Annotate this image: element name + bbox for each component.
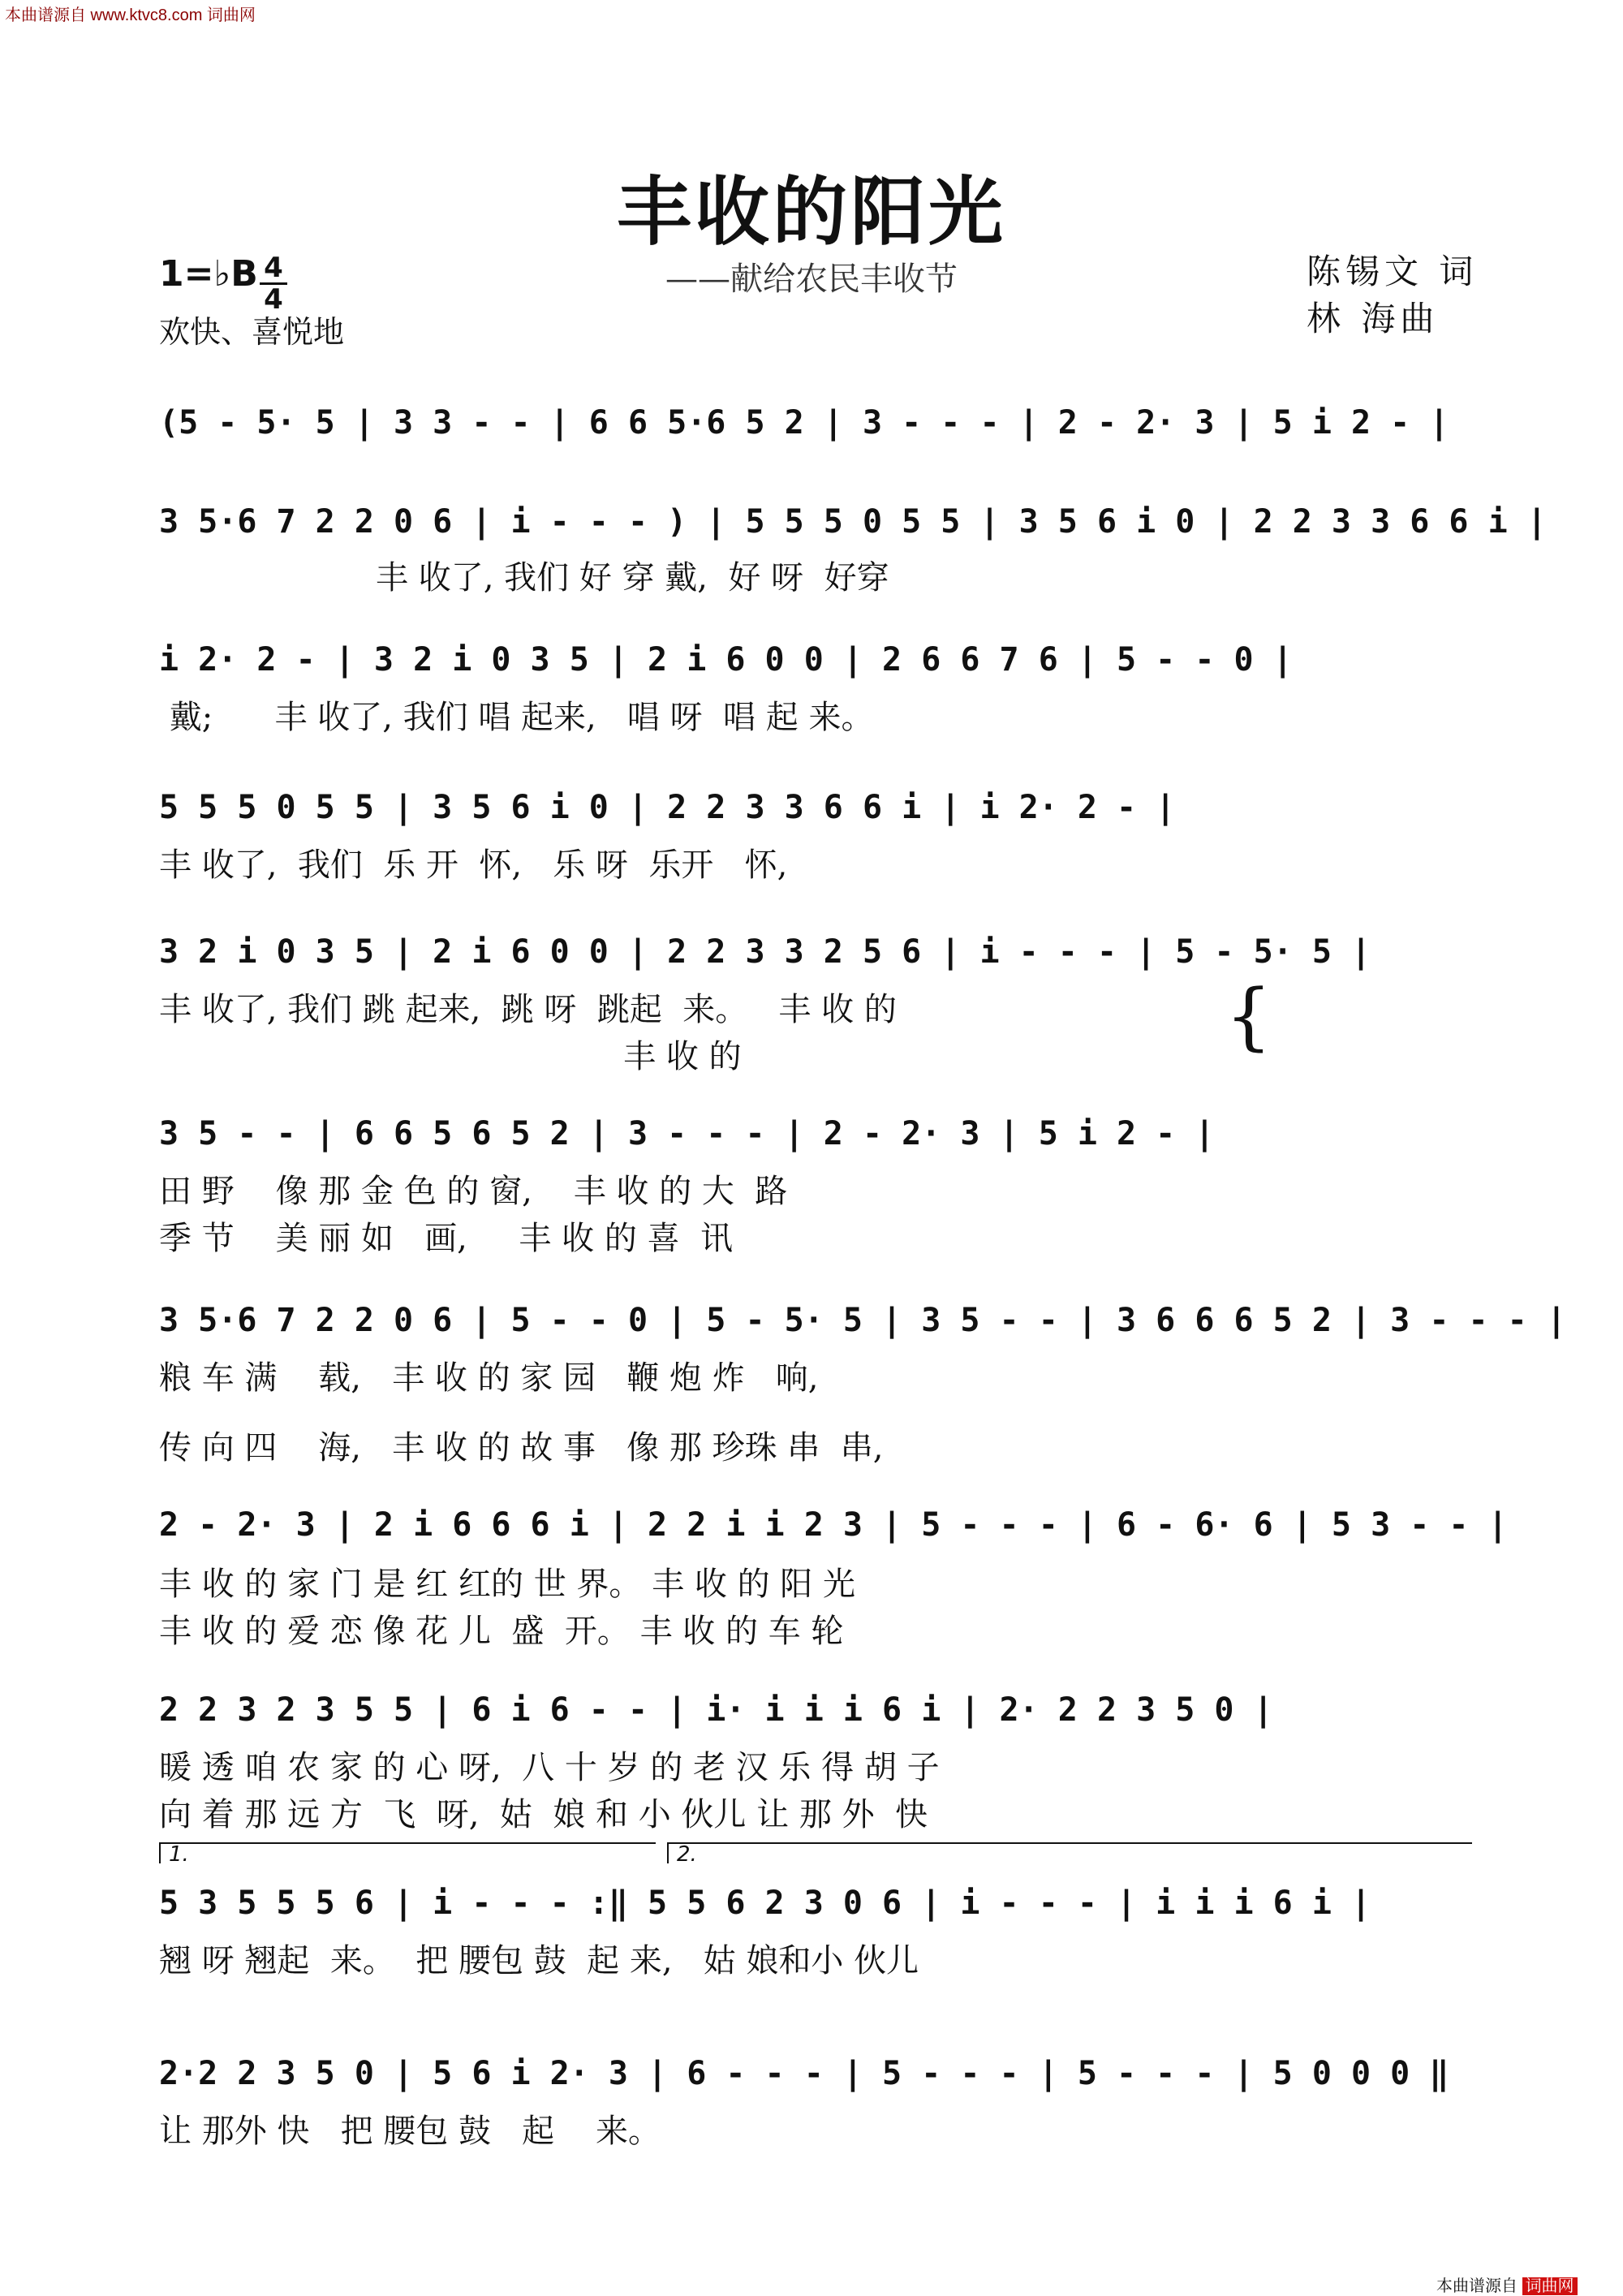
notation-line-9: 2 2 3 2 3 5 5 | 6 i 6 - - | i· i i i 6 i | 2· 2 2 3 5 0 | — [159, 1691, 1273, 1729]
lyric-line-5-verse-2: 丰 收 的 — [159, 1038, 742, 1075]
notation-line-3: i 2· 2 - | 3 2 i 0 3 5 | 2 i 6 0 0 | 2 6 6 7 6 | 5 - - 0 | — [159, 641, 1293, 678]
lyricist-credit: 陈锡文 词 — [1307, 252, 1479, 291]
time-signature-top: 4 — [264, 252, 283, 284]
second-ending-bracket — [667, 1842, 1472, 1867]
notation-line-5: 3 2 i 0 3 5 | 2 i 6 0 0 | 2 2 3 3 2 5 6 | i - - - | 5 - 5· 5 | — [159, 933, 1371, 971]
lyric-line-9-verse-1: 暖 透 咱 农 家 的 心 呀, 八 十 岁 的 老 汉 乐 得 胡 子 — [159, 1749, 940, 1786]
notation-line-10: 5 3 5 5 5 6 | i - - - :‖ 5 5 6 2 3 0 6 | i - - - | i i i 6 i | — [159, 1885, 1371, 1922]
composer-credit: 林 海曲 — [1307, 299, 1440, 338]
second-ending-label: 2. — [677, 1842, 697, 1867]
time-signature — [258, 253, 289, 314]
lyric-line-9-verse-2: 向 着 那 远 方 飞 呀, 姑 娘 和 小 伙儿 让 那 外 快 — [159, 1796, 928, 1833]
notation-line-6: 3 5 - - | 6 6 5 6 5 2 | 3 - - - | 2 - 2· 3 | 5 i 2 - | — [159, 1115, 1215, 1152]
song-title: 丰收的阳光 — [616, 168, 1006, 256]
notation-line-8: 2 - 2· 3 | 2 i 6 6 6 i | 2 2 i i 2 3 | 5 - - - | 6 - 6· 6 | 5 3 - - | — [159, 1506, 1508, 1544]
lyric-line-7-verse-1: 粮 车 满 载, 丰 收 的 家 园 鞭 炮 炸 响, — [159, 1359, 819, 1397]
bottom-watermark — [1436, 2272, 1578, 2296]
lyric-line-5-verse-1: 丰 收了, 我们 跳 起来, 跳 呀 跳起 来。 丰 收 的 — [159, 991, 897, 1028]
notation-line-2: 3 5·6 7 2 2 0 6 | i - - - ) | 5 5 5 0 5 5 | 3 5 6 i 0 | 2 2 3 3 6 6 i | — [159, 503, 1547, 541]
lyric-line-8-verse-2: 丰 收 的 爱 恋 像 花 儿 盛 开。 丰 收 的 车 轮 — [159, 1613, 844, 1650]
notation-line-1: (5 - 5· 5 | 3 3 - - | 6 6 5·6 5 2 | 3 - - - | 2 - 2· 3 | 5 i 2 - | — [159, 404, 1449, 442]
notation-line-11: 2·2 2 3 5 0 | 5 6 i 2· 3 | 6 - - - | 5 - - - | 5 - - - | 5 0 0 0 ‖ — [159, 2055, 1449, 2092]
lyric-line-7-verse-2: 传 向 四 海, 丰 收 的 故 事 像 那 珍珠 串 串, — [159, 1429, 884, 1467]
notation-line-7: 3 5·6 7 2 2 0 6 | 5 - - 0 | 5 - 5· 5 | 3 5 - - | 3 6 6 6 5 2 | 3 - - - | — [159, 1302, 1566, 1339]
lyric-line-6-verse-2: 季 节 美 丽 如 画, 丰 收 的 喜 讯 — [159, 1220, 734, 1257]
lyric-line-4: 丰 收了, 我们 乐 开 怀, 乐 呀 乐开 怀, — [159, 846, 788, 884]
lyric-line-10: 翘 呀 翘起 来。 把 腰包 鼓 起 来, 姑 娘和小 伙儿 — [159, 1942, 919, 1979]
lyric-line-6-verse-1: 田 野 像 那 金 色 的 窗, 丰 收 的 大 路 — [159, 1173, 788, 1210]
first-ending-bracket — [159, 1842, 656, 1867]
time-signature-bottom: 4 — [264, 283, 283, 316]
lyric-line-2: 丰 收了, 我们 好 穿 戴, 好 呀 好穿 — [159, 559, 889, 597]
tempo-marking: 欢快、喜悦地 — [159, 314, 345, 350]
bottom-watermark-text: 本曲谱源自 — [1436, 2277, 1518, 2295]
lyric-line-3: 戴; 丰 收了, 我们 唱 起来, 唱 呀 唱 起 来。 — [159, 699, 874, 736]
lyric-line-8-verse-1: 丰 收 的 家 门 是 红 红的 世 界。 丰 收 的 阳 光 — [159, 1566, 856, 1603]
bottom-watermark-logo: 词曲网 — [1522, 2277, 1578, 2295]
verse-bracket: { — [1225, 974, 1272, 1059]
song-subtitle: ——献给农民丰收节 — [665, 261, 958, 298]
top-watermark: 本曲谱源自 www.ktvc8.com 词曲网 — [5, 6, 256, 24]
lyric-line-11: 让 那外 快 把 腰包 鼓 起 来。 — [159, 2113, 661, 2150]
key-signature: 1=♭B — [159, 253, 258, 295]
first-ending-label: 1. — [169, 1842, 189, 1867]
notation-line-4: 5 5 5 0 5 5 | 3 5 6 i 0 | 2 2 3 3 6 6 i | i 2· 2 - | — [159, 789, 1176, 826]
